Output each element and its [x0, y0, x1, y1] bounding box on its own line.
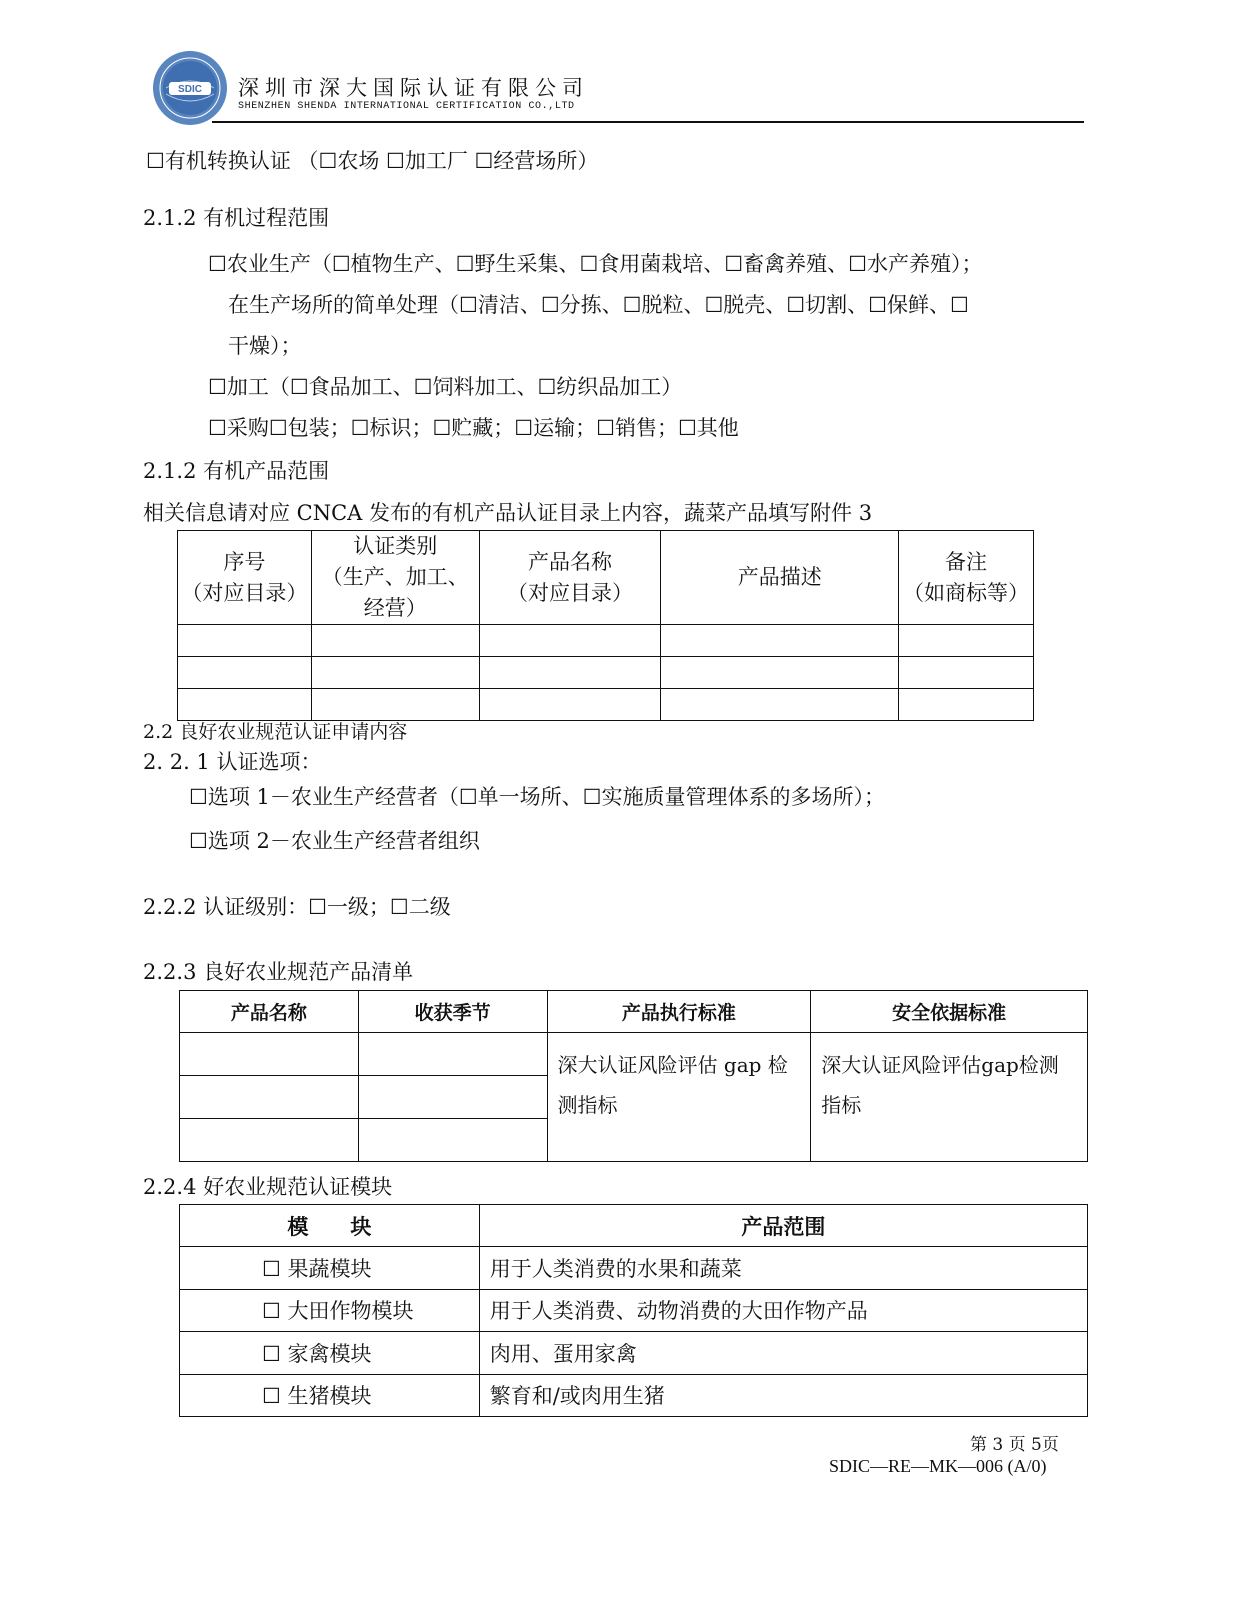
- logo-text: SDIC: [178, 84, 202, 95]
- module-row-pigs: [180, 1374, 1088, 1416]
- table-header-row: [180, 1205, 1088, 1247]
- column-header-exec-standard: 产品执行标准: [547, 991, 811, 1033]
- column-header-product-name: 产品名称: [180, 991, 359, 1033]
- table-cell[interactable]: [479, 689, 661, 721]
- table-cell[interactable]: [178, 625, 312, 657]
- section-224-title: 2.2.4 好农业规范认证模块: [143, 1175, 393, 1199]
- table-row: [178, 689, 1034, 721]
- section-22-title: 2.2 良好农业规范认证申请内容: [143, 721, 408, 743]
- section-212b-title: 2.1.2 有机产品范围: [143, 459, 330, 483]
- table-row: [180, 1033, 1088, 1076]
- table-row: [178, 625, 1034, 657]
- table-cell[interactable]: [479, 657, 661, 689]
- section-223-title: 2.2.3 良好农业规范产品清单: [143, 960, 414, 984]
- company-logo: [152, 50, 228, 126]
- gap-product-table: [179, 990, 1088, 1162]
- table-cell[interactable]: [358, 1076, 547, 1119]
- document-code: SDIC—RE—MK—006 (A/0): [829, 1456, 1047, 1476]
- table-cell[interactable]: [178, 689, 312, 721]
- module-scope: 繁育和/或肉用生猪: [479, 1374, 1087, 1416]
- exec-standard-cell: 深大认证风险评估 gap 检 测指标: [547, 1033, 811, 1162]
- table-header-row: [180, 991, 1088, 1033]
- table-cell[interactable]: [358, 1033, 547, 1076]
- process-line-4: ☐加工（☐食品加工、☐饲料加工、☐纺织品加工）: [208, 375, 683, 399]
- module-row-poultry: [180, 1332, 1088, 1374]
- table-cell[interactable]: [178, 657, 312, 689]
- process-line-2: 在生产场所的简单处理（☐清洁、☐分拣、☐脱粒、☐脱壳、☐切割、☐保鲜、☐: [228, 293, 969, 317]
- option-1-line: ☐选项 1－农业生产经营者（☐单一场所、☐实施质量管理体系的多场所）；: [189, 785, 886, 809]
- company-name-cn: 深圳市深大国际认证有限公司: [238, 76, 589, 100]
- column-header-product-scope: 产品范围: [479, 1205, 1087, 1247]
- module-row-fruit-veg: [180, 1247, 1088, 1289]
- table-cell[interactable]: [180, 1033, 359, 1076]
- header-divider: [212, 121, 1084, 123]
- column-header-safety-standard: 安全依据标准: [811, 991, 1088, 1033]
- process-line-3: 干燥）；: [228, 334, 302, 358]
- module-checkbox-fruit-veg[interactable]: ☐ 果蔬模块: [180, 1247, 480, 1289]
- module-checkbox-pigs[interactable]: ☐ 生猪模块: [180, 1374, 480, 1416]
- module-scope: 肉用、蛋用家禽: [479, 1332, 1087, 1374]
- table-cell[interactable]: [661, 689, 899, 721]
- table-cell[interactable]: [899, 657, 1034, 689]
- module-scope: 用于人类消费、动物消费的大田作物产品: [479, 1289, 1087, 1331]
- table-cell[interactable]: [899, 625, 1034, 657]
- table-cell[interactable]: [661, 625, 899, 657]
- page-number: 第 3 页 5页: [970, 1435, 1059, 1455]
- process-line-1: ☐农业生产（☐植物生产、☐野生采集、☐食用菌栽培、☐畜禽养殖、☐水产养殖）；: [208, 252, 983, 276]
- product-note: 相关信息请对应 CNCA 发布的有机产品认证目录上内容，蔬菜产品填写附件 3: [143, 501, 873, 525]
- gap-module-table: [179, 1204, 1088, 1417]
- section-222-line: 2.2.2 认证级别：☐一级；☐二级: [143, 895, 451, 919]
- column-header-product-name: 产品名称 （对应目录）: [479, 531, 661, 625]
- column-header-seq: 序号 （对应目录）: [178, 531, 312, 625]
- table-cell[interactable]: [311, 689, 479, 721]
- section-221-title: 2. 2. 1 认证选项：: [143, 750, 322, 774]
- section-212-title: 2.1.2 有机过程范围: [143, 206, 330, 230]
- table-cell[interactable]: [661, 657, 899, 689]
- module-checkbox-field-crops[interactable]: ☐ 大田作物模块: [180, 1289, 480, 1331]
- table-cell[interactable]: [180, 1076, 359, 1119]
- table-cell[interactable]: [479, 625, 661, 657]
- organic-conversion-line: ☐有机转换认证 （☐农场 ☐加工厂 ☐经营场所）: [146, 149, 599, 173]
- table-cell[interactable]: [311, 657, 479, 689]
- organic-products-table: [177, 530, 1034, 721]
- table-cell[interactable]: [311, 625, 479, 657]
- module-checkbox-poultry[interactable]: ☐ 家禽模块: [180, 1332, 480, 1374]
- table-cell[interactable]: [180, 1119, 359, 1162]
- column-header-module: 模 块: [180, 1205, 480, 1247]
- safety-standard-cell: 深大认证风险评估gap检测 指标: [811, 1033, 1088, 1162]
- module-scope: 用于人类消费的水果和蔬菜: [479, 1247, 1087, 1289]
- column-header-remark: 备注 （如商标等）: [899, 531, 1034, 625]
- process-line-5: ☐采购☐包装；☐标识；☐贮藏；☐运输；☐销售；☐其他: [208, 416, 739, 440]
- table-row: [178, 657, 1034, 689]
- option-2-line: ☐选项 2－农业生产经营者组织: [189, 829, 480, 853]
- column-header-description: 产品描述: [661, 531, 899, 625]
- table-header-row: [178, 531, 1034, 625]
- module-row-field-crops: [180, 1289, 1088, 1331]
- table-cell[interactable]: [358, 1119, 547, 1162]
- column-header-harvest-season: 收获季节: [358, 991, 547, 1033]
- table-cell[interactable]: [899, 689, 1034, 721]
- company-name-en: SHENZHEN SHENDA INTERNATIONAL CERTIFICATION CO.,LTD: [238, 101, 575, 112]
- column-header-category: 认证类别 （生产、加工、 经营）: [311, 531, 479, 625]
